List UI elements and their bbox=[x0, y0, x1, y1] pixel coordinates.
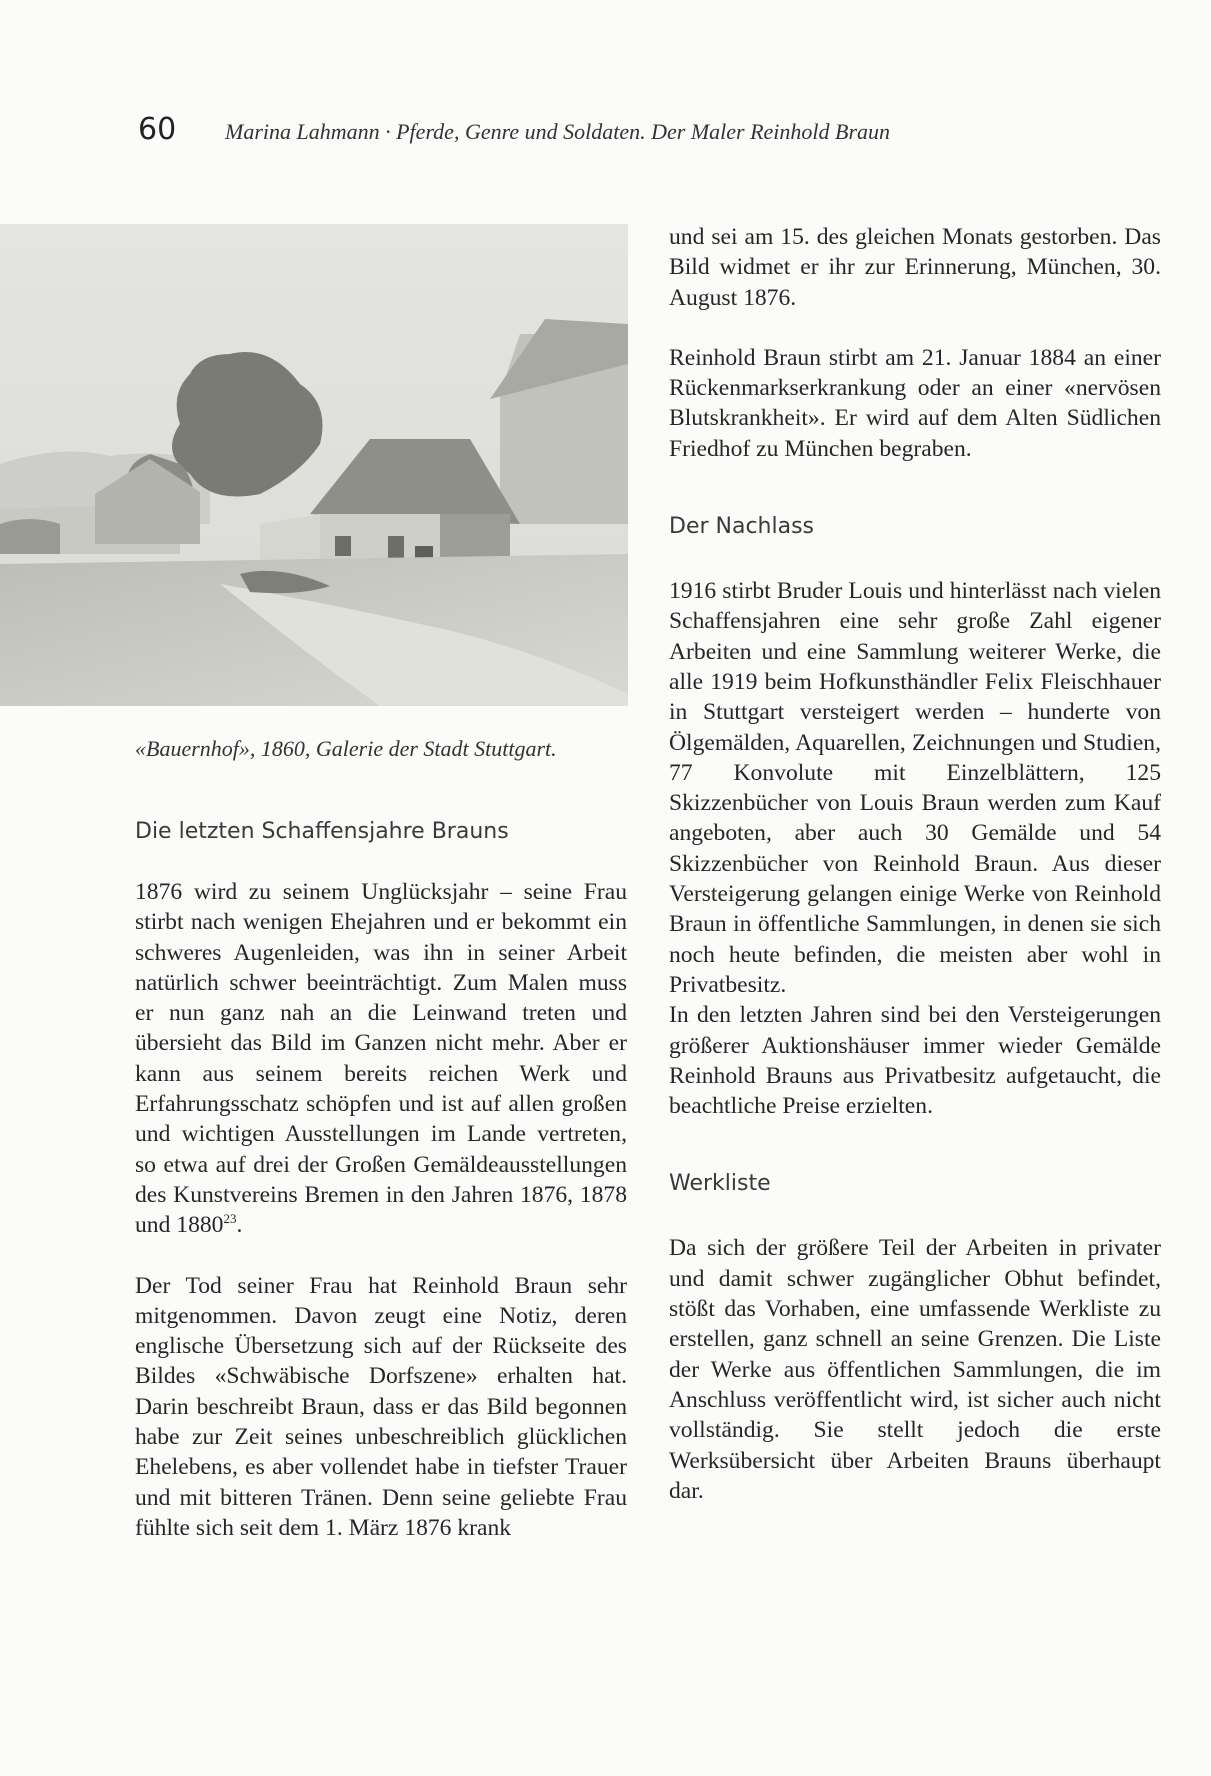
paragraph: und sei am 15. des gleichen Monats gestorben. Das Bild widmet er ihr zur Erinnerung, München, 30. August 1876. bbox=[669, 224, 1161, 311]
section-heading-werkliste: Werkliste bbox=[669, 1171, 771, 1197]
left-column bbox=[135, 817, 627, 1543]
right-column bbox=[669, 222, 1161, 1506]
fence-hedge bbox=[0, 519, 60, 554]
paragraph: In den letzten Jahren sind bei den Versteigerungen größerer Auktionshäuser immer wieder Gemälde Reinhold Brauns aus Privatbesitz aufgetaucht, die beachtliche Preise erzielten. bbox=[669, 1002, 1161, 1120]
section-heading-schaffensjahre: Die letzten Schaffensjahre Brauns bbox=[135, 819, 509, 844]
footnote-marker: 23 bbox=[223, 1211, 237, 1227]
window bbox=[388, 536, 404, 558]
page-number: 60 bbox=[138, 112, 177, 147]
painting-illustration bbox=[0, 224, 628, 706]
paragraph: 1916 stirbt Bruder Louis und hinterlässt nach vielen Schaffensjahren eine sehr große Zahl eigener Arbeiten und eine Sammlung weiterer Werke, die alle 1919 beim Hofkunsthändler Felix Fleischhauer in Stuttgart versteigert werden – hunderte von Ölgemälden, Aquarellen, Zeichnungen und Studien, 77 Konvolute mit Einzelblättern, 125 Skizzenbücher von Louis Braun werden zum Kauf angeboten, aber auch 30 Gemälde und 54 Skizzenbücher von Reinhold Braun. Aus dieser Versteigerung gelangen einige Werke von Reinhold Braun in öffentliche Sammlungen, in denen sie sich noch heute befinden, die meisten aber wohl in Privatbesitz. bbox=[669, 578, 1161, 998]
section-heading-nachlass: Der Nachlass bbox=[669, 514, 815, 540]
running-title: Marina Lahmann · Pferde, Genre und Soldaten. Der Maler Reinhold Braun bbox=[225, 119, 891, 144]
paragraph-text: 1876 wird zu seinem Unglücksjahr – seine Frau stirbt nach wenigen Ehejahren und er bekommt ein schweres Augenleiden, was ihn in seiner Arbeit natürlich schwer beeinträchtigt. Zum Malen muss er nun ganz nah an die Leinwand treten und übersieht das Bild im Ganzen nicht mehr. Aber er kann aus seinem bereits reichen Werk und Erfahrungsschatz schöpfen und ist auf allen großen und wichtigen Ausstellungen im Lande vertreten, so etwa auf drei der Großen Gemäldeausstellungen des Kunstvereins Bremen in den Jahren 1876, 1878 und 1880 bbox=[135, 879, 627, 1239]
painting-bauernhof bbox=[0, 224, 628, 706]
paragraph: Da sich der größere Teil der Arbeiten in privater und damit schwer zugänglicher Obhut befindet, stößt das Vorhaben, eine umfassende Werkliste zu erstellen, ganz schnell an seine Grenzen. Die Liste der Werke aus öffentlichen Sammlungen, die im Anschluss veröffentlicht wird, ist sicher auch nicht vollständig. Sie stellt jedoch die erste Werksübersicht über Arbeiten Brauns überhaupt dar. bbox=[669, 1235, 1161, 1504]
figure-caption: «Bauernhof», 1860, Galerie der Stadt Stuttgart. bbox=[135, 736, 557, 761]
window bbox=[335, 536, 351, 556]
paragraph-end: . bbox=[236, 1212, 243, 1239]
paragraph: Reinhold Braun stirbt am 21. Januar 1884 an einer Rückenmarkserkrankung oder an einer «nervösen Blutskrankheit». Er wird auf dem Alten Südlichen Friedhof zu München begraben. bbox=[669, 344, 1161, 462]
page-header bbox=[0, 110, 1211, 150]
paragraph bbox=[135, 877, 627, 1241]
paragraph: Der Tod seiner Frau hat Reinhold Braun sehr mitgenommen. Davon zeugt eine Notiz, deren englische Übersetzung sich auf der Rückseite des Bildes «Schwäbische Dorfszene» erhalten hat. Darin beschreibt Braun, dass er das Bild begonnen habe zur Zeit seines unbeschreiblich glücklichen Ehelebens, es aber vollendet habe in tiefster Trauer und mit bitteren Tränen. Denn seine geliebte Frau fühlte sich seit dem 1. März 1876 krank bbox=[135, 1272, 627, 1541]
